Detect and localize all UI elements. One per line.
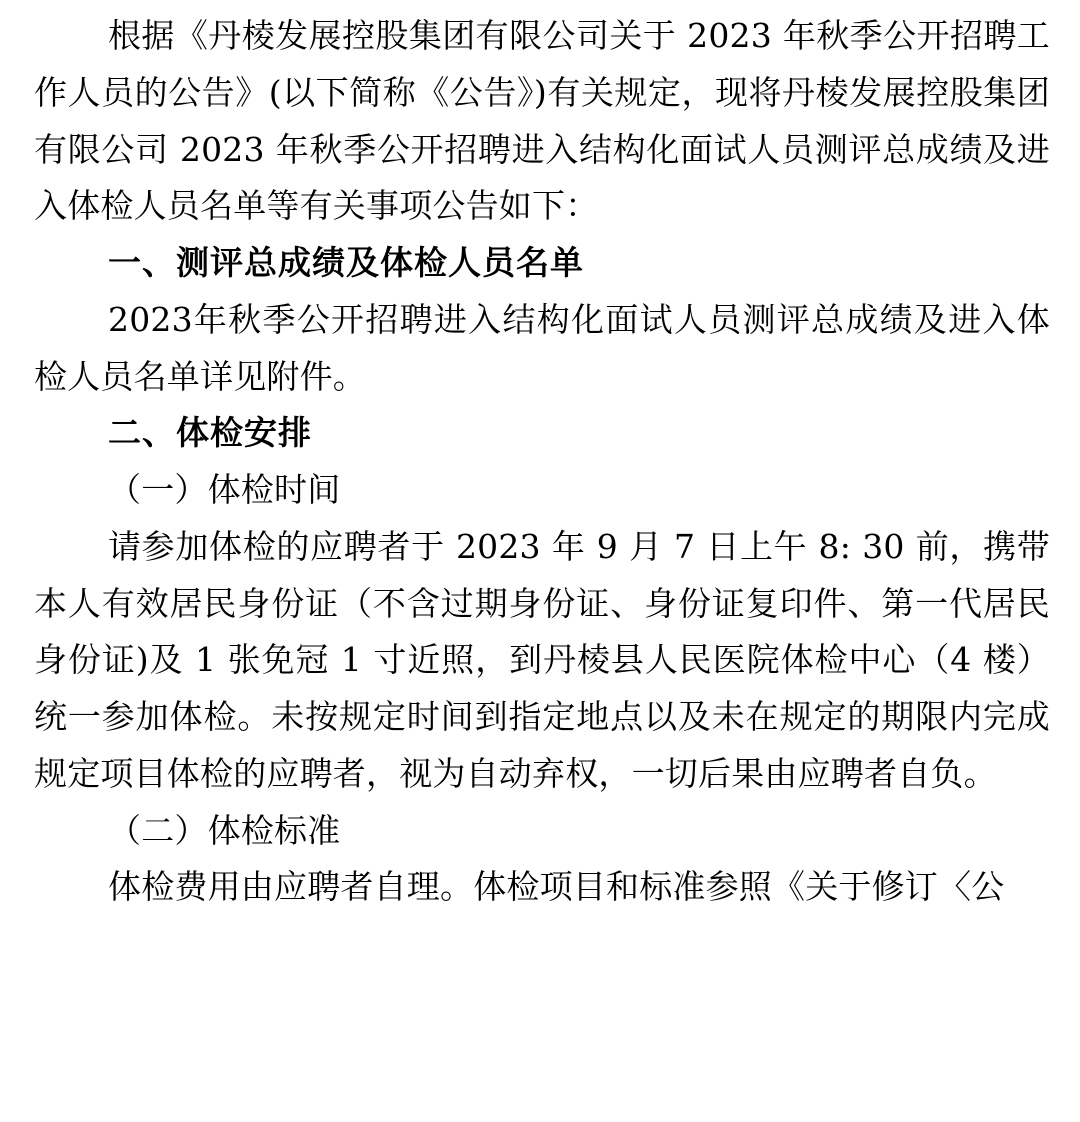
paragraph-section-2-2-body: 体检费用由应聘者自理。体检项目和标准参照《关于修订〈公 <box>108 867 1005 907</box>
paragraph-intro: 根据《丹棱发展控股集团有限公司关于 2023 年秋季公开招聘工作人员的公告》(以下简称《公告》)有关规定，现将丹棱发展控股集团有限公司 2023 年秋季公开招聘进入结构化面试人员测评总成绩及进入体检人员名单等有关事项公告如下： <box>34 16 1050 226</box>
subsection-heading-2-1: （一）体检时间 <box>108 470 341 509</box>
paragraph-section-1-body: 2023年秋季公开招聘进入结构化面试人员测评总成绩及进入体检人员名单详见附件。 <box>34 299 1050 396</box>
paragraph-section-2-1-body: 请参加体检的应聘者于 2023 年 9 月 7 日上午 8: 30 前，携带本人有效居民身份证（不含过期身份证、身份证复印件、第一代居民身份证)及 1 张免冠 1 寸近照，到丹棱县人民医院体检中心（4 楼）统一参加体检。未按规定时间到指定地点以及未在规定的期限内完成规定项目体检的应聘者，视为自动弃权，一切后果由应聘者自负。 <box>34 526 1050 793</box>
section-heading-1: 一、测评总成绩及体检人员名单 <box>108 243 584 282</box>
subsection-heading-2-2: （二）体检标准 <box>108 810 341 850</box>
section-heading-2: 二、体检安排 <box>108 413 312 453</box>
